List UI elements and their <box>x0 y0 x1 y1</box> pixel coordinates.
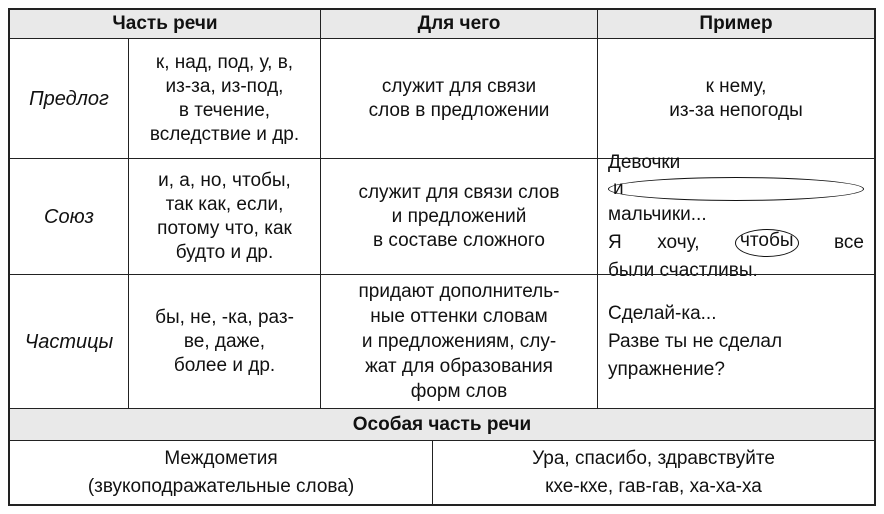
conjunction-word-line: и, а, но, чтобы, <box>158 169 291 191</box>
particle-example-line: упражнение? <box>608 358 725 380</box>
interjection-example <box>432 440 875 506</box>
example-text: Я <box>608 231 622 253</box>
example-text: мальчики... <box>608 203 707 225</box>
header-example: Пример <box>597 9 875 39</box>
preposition-word-line: к, над, под, у, в, <box>155 51 294 73</box>
particle-example-line: Разве ты не сделал <box>608 330 783 352</box>
particle-purpose-line: жат для образования <box>365 356 553 377</box>
conjunction-word-line: так как, если, <box>165 193 284 215</box>
preposition-example-line: из-за непогоды <box>669 99 803 121</box>
row-particle-purpose <box>320 274 598 409</box>
row-particle-name: Частицы <box>9 274 129 409</box>
particle-purpose-line: ные оттенки словам <box>370 306 548 327</box>
conjunction-example-line-1 <box>608 149 864 229</box>
conjunction-purpose-line: и предложений <box>391 205 527 227</box>
row-preposition-example <box>597 38 875 159</box>
row-conjunction-words <box>128 158 321 275</box>
particle-word-line: ве, даже, <box>183 330 266 352</box>
interjection-name-line: (звукоподражательные слова) <box>87 476 355 497</box>
row-particle-example <box>597 274 875 409</box>
circled-word-chtoby: чтобы <box>735 229 799 257</box>
conjunction-word-line: будто и др. <box>175 241 274 263</box>
preposition-example-line: к нему, <box>705 75 767 97</box>
row-conjunction-name: Союз <box>9 158 129 275</box>
particle-purpose-line: и предложениям, слу- <box>361 331 557 352</box>
preposition-word-line: вследствие и др. <box>149 123 300 145</box>
example-text: хочу, <box>657 231 700 253</box>
particle-word-line: более и др. <box>173 354 276 376</box>
particle-purpose-line: форм слов <box>410 381 508 402</box>
conjunction-example-line-3: были счастливы. <box>608 259 758 281</box>
row-conjunction-example <box>597 151 875 281</box>
conjunction-purpose-line: служит для связи слов <box>358 181 560 203</box>
interjection-name <box>9 440 433 506</box>
particle-word-line: бы, не, -ка, раз- <box>155 306 294 328</box>
conjunction-example-line-2 <box>608 229 864 257</box>
preposition-purpose-line: слов в предложении <box>368 99 550 121</box>
preposition-purpose-line: служит для связи <box>381 75 537 97</box>
interjection-example-line: кхе-кхе, гав-гав, ха-ха-ха <box>545 476 762 497</box>
particle-example-line: Сделай-ка... <box>608 302 717 324</box>
interjection-name-line: Междометия <box>164 448 278 469</box>
row-preposition-words <box>128 38 321 159</box>
circled-word-i: и <box>608 177 864 201</box>
row-preposition-name: Предлог <box>9 38 129 159</box>
example-text: Девочки <box>608 151 681 173</box>
header-purpose: Для чего <box>320 9 598 39</box>
special-part-title: Особая часть речи <box>9 408 875 441</box>
row-particle-words <box>128 274 321 409</box>
conjunction-purpose-line: в составе сложного <box>373 229 545 251</box>
preposition-word-line: в течение, <box>178 99 271 121</box>
particle-purpose-line: придают дополнитель- <box>358 281 560 302</box>
conjunction-word-line: потому что, как <box>157 217 292 239</box>
header-part-of-speech: Часть речи <box>9 9 321 39</box>
row-preposition-purpose <box>320 38 598 159</box>
preposition-word-line: из-за, из-под, <box>165 75 284 97</box>
example-text: все <box>834 231 864 253</box>
row-conjunction-purpose <box>320 158 598 275</box>
interjection-example-line: Ура, спасибо, здравствуйте <box>532 448 775 469</box>
